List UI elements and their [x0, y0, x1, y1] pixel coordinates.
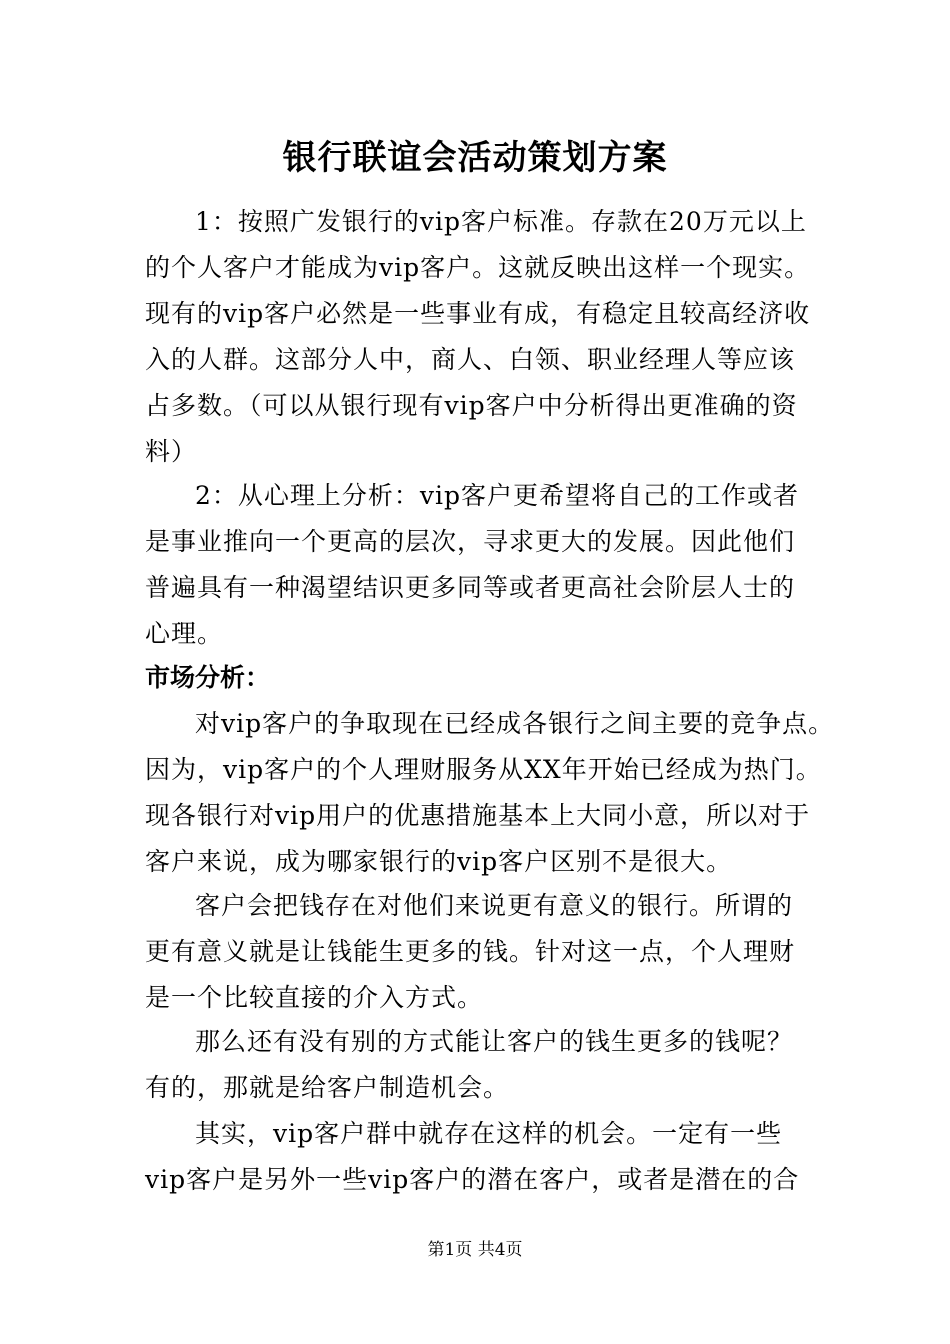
paragraph-3-line-1: 对vip客户的争取现在已经成各银行之间主要的竞争点。: [195, 709, 835, 738]
paragraph-3-line-3: 现各银行对vip用户的优惠措施基本上大同小意，所以对于: [145, 801, 811, 830]
paragraph-1-line-5: 占多数。（可以从银行现有vip客户中分析得出更准确的资: [145, 391, 798, 420]
paragraph-5-line-1: 那么还有没有别的方式能让客户的钱生更多的钱呢？: [195, 1027, 794, 1056]
section-heading-market-analysis: 市场分析：: [145, 663, 271, 692]
paragraph-1-line-3: 现有的vip客户必然是一些事业有成，有稳定且较高经济收: [145, 299, 811, 328]
paragraph-1-line-4: 入的人群。这部分人中，商人、白领、职业经理人等应该: [145, 345, 796, 374]
document-title: 银行联谊会活动策划方案: [282, 138, 668, 178]
paragraph-6-line-2: vip客户是另外一些vip客户的潜在客户，或者是潜在的合: [145, 1165, 800, 1194]
paragraph-4-line-1: 客户会把钱存在对他们来说更有意义的银行。所谓的: [195, 891, 794, 920]
paragraph-6-line-1: 其实，vip客户群中就存在这样的机会。一定有一些: [195, 1119, 783, 1148]
paragraph-2-line-3: 普遍具有一种渴望结识更多同等或者更高社会阶层人士的: [145, 573, 796, 602]
paragraph-3-line-4: 客户来说，成为哪家银行的vip客户区别不是很大。: [145, 847, 733, 876]
paragraph-5-line-2: 有的，那就是给客户制造机会。: [145, 1073, 510, 1102]
paragraph-2-line-4: 心理。: [145, 619, 224, 648]
paragraph-2-line-1: 2：从心理上分析：vip客户更希望将自己的工作或者: [195, 481, 800, 510]
paragraph-2-line-2: 是事业推向一个更高的层次，寻求更大的发展。因此他们: [145, 527, 796, 556]
paragraph-4-line-2: 更有意义就是让钱能生更多的钱。针对这一点，个人理财: [145, 937, 796, 966]
paragraph-4-line-3: 是一个比较直接的介入方式。: [145, 983, 484, 1012]
paragraph-1-line-6: 料）: [145, 437, 198, 466]
paragraph-3-line-2: 因为，vip客户的个人理财服务从XX年开始已经成为热门。: [145, 755, 822, 784]
paragraph-1-line-2: 的个人客户才能成为vip客户。这就反映出这样一个现实。: [145, 253, 811, 282]
paragraph-1-line-1: 1：按照广发银行的vip客户标准。存款在20万元以上: [195, 207, 807, 236]
page-footer: 第1页 共4页: [427, 1240, 523, 1260]
